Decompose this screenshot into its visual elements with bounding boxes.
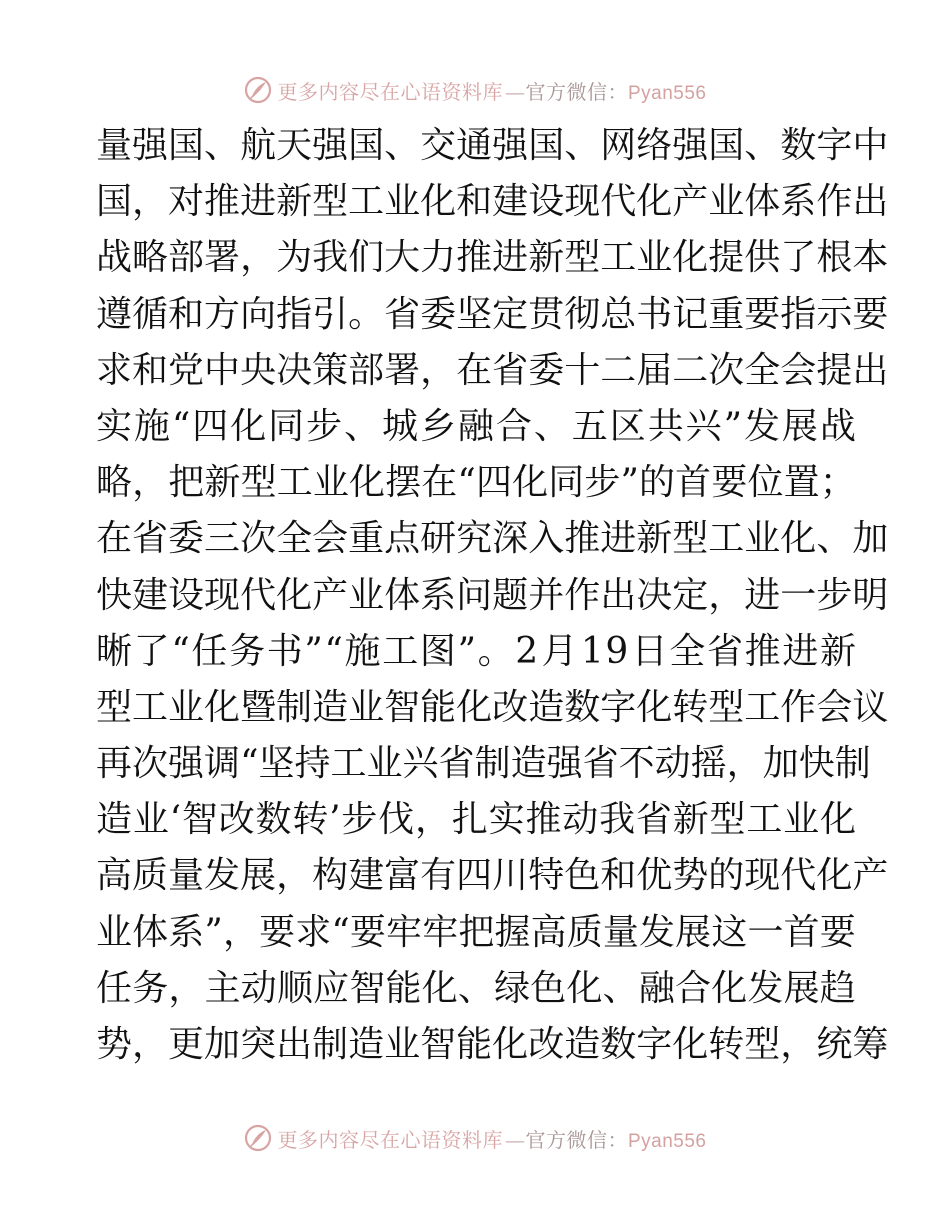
text-line: 快 建 设 现 代 化 产 业 体 系 问 题 并 作 出 决 定 ， 进 一 步 明 <box>96 574 889 616</box>
footer-banner <box>0 1120 950 1156</box>
banner-wechat-id: Pyan556 <box>627 82 707 104</box>
text-line: 量 强 国 、 航 天 强 国 、 交 通 强 国 、 网 络 强 国 、 数 字 中 <box>96 125 889 166</box>
banner-separator: — <box>504 79 526 104</box>
text-line: 造 业 ‘ 智 改 数 转 ’ 步 伐 ， 扎 实 推 动 我 省 新 型 工 业 化 <box>96 799 856 841</box>
document-body <box>96 118 889 1073</box>
text-line: 遵 循 和 方 向 指 引 。 省 委 坚 定 贯 彻 总 书 记 重 要 指 示 要 <box>96 293 889 335</box>
quill-pen-icon <box>243 1123 273 1153</box>
text-line: 国 ， 对 推 进 新 型 工 业 化 和 建 设 现 代 化 产 业 体 系 作 出 <box>96 181 889 223</box>
banner-label: 官方微信： <box>525 79 628 104</box>
text-line: 高 质 量 发 展 ， 构 建 富 有 四 川 特 色 和 优 势 的 现 代 化 产 <box>96 855 889 897</box>
text-line: 任 务 ， 主 动 顺 应 智 能 化 、 绿 色 化 、 融 合 化 发 展 趋 <box>96 967 856 1009</box>
text-line: 势 ， 更 加 突 出 制 造 业 智 能 化 改 造 数 字 化 转 型 ， 统 筹 <box>96 1024 889 1065</box>
banner-separator: — <box>504 1127 526 1152</box>
banner-brand: 更多内容尽在心语资料库 <box>277 1127 503 1152</box>
text-line: 在 省 委 三 次 全 会 重 点 研 究 深 入 推 进 新 型 工 业 化 、 加 <box>96 518 889 560</box>
text-line: 实 施 “ 四 化 同 步 、 城 乡 融 合 、 五 区 共 兴 ” 发 展 战 <box>96 405 856 447</box>
header-banner <box>0 72 950 108</box>
text-line: 型 工 业 化 暨 制 造 业 智 能 化 改 造 数 字 化 转 型 工 作 会 议 <box>96 686 889 728</box>
text-line: 晰 了 “ 任 务 书 ” “ 施 工 图 ” 。 2 月 1 9 日 全 省 推 进 新 <box>96 630 856 672</box>
text-line: 业 体 系 ” ， 要 求 “ 要 牢 牢 把 握 高 质 量 发 展 这 一 首 要 <box>96 911 856 953</box>
banner-wechat-id: Pyan556 <box>627 1130 707 1152</box>
text-line: 再 次 强 调 “ 坚 持 工 业 兴 省 制 造 强 省 不 动 摇 ， 加 快 制 <box>96 743 871 785</box>
text-line: 战 略 部 署 ， 为 我 们 大 力 推 进 新 型 工 业 化 提 供 了 根 本 <box>96 237 889 279</box>
quill-pen-icon <box>243 75 273 105</box>
text-line: 求 和 党 中 央 决 策 部 署 ， 在 省 委 十 二 届 二 次 全 会 提 出 <box>96 349 889 391</box>
banner-label: 官方微信： <box>525 1127 628 1152</box>
text-line: 略 ， 把 新 型 工 业 化 摆 在 “ 四 化 同 步 ” 的 首 要 位 置 ； <box>96 462 856 504</box>
banner-brand: 更多内容尽在心语资料库 <box>277 79 503 104</box>
